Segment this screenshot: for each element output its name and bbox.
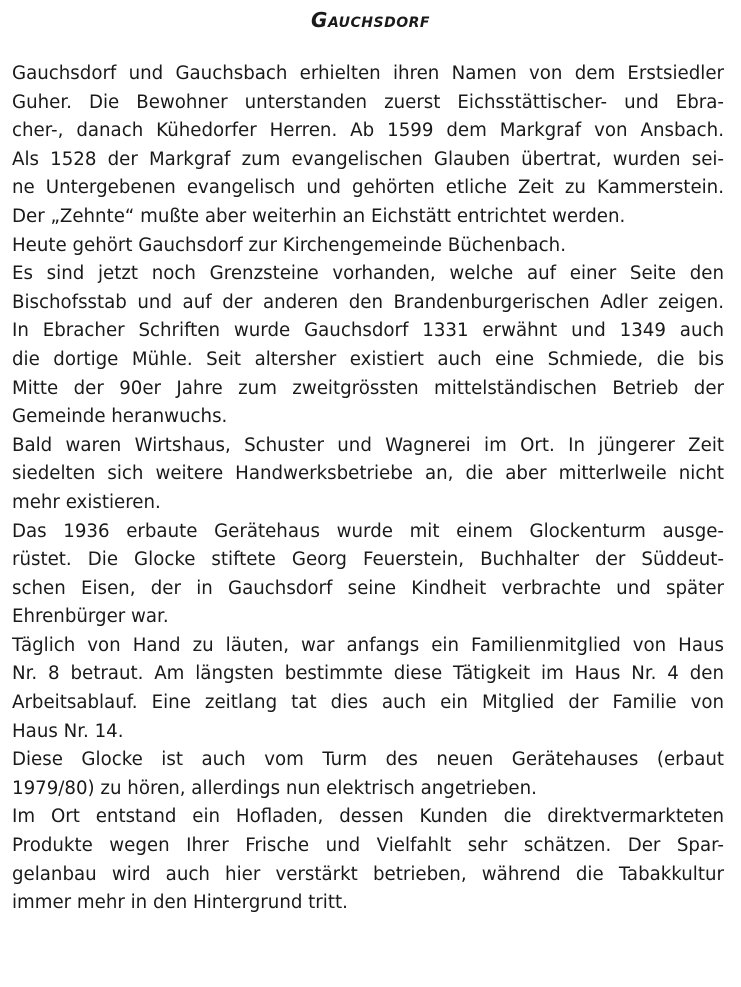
text-line: Guher. Die Bewohner unterstanden zuerst Eichsstättischer- und Ebra-	[12, 91, 724, 113]
text-line: 1979/80) zu hören, allerdings nun elektrisch angetrieben.	[12, 777, 537, 799]
text-line: Diese Glocke ist auch vom Turm des neuen Gerätehauses (erbaut	[12, 749, 724, 771]
text-line: Das 1936 erbaute Gerätehaus wurde mit einem Glockenturm ausge-	[12, 520, 724, 542]
text-line: Produkte wegen Ihrer Frische und Vielfahlt sehr schätzen. Der Spar-	[12, 835, 724, 857]
text-line: Arbeitsablauf. Eine zeitlang tat dies auch ein Mitglied der Familie von	[12, 692, 724, 714]
text-line: Haus Nr. 14.	[12, 720, 124, 742]
text-line: Gauchsdorf und Gauchsbach erhielten ihren Namen von dem Erstsiedler	[12, 63, 724, 84]
text-line: Im Ort entstand ein Hofladen, dessen Kunden die direktvermarkteten	[12, 806, 724, 828]
page-title: Gauchsdorf	[311, 8, 430, 32]
text-line: ne Untergebenen evangelisch und gehörten etliche Zeit zu Kammerstein.	[12, 177, 724, 199]
text-line: Es sind jetzt noch Grenzsteine vorhanden, welche auf einer Seite den	[12, 263, 724, 285]
text-line: Heute gehört Gauchsdorf zur Kirchengemeinde Büchenbach.	[12, 234, 566, 256]
text-line: Gemeinde heranwuchs.	[12, 406, 228, 428]
text-line: mehr existieren.	[12, 491, 161, 513]
text-line: Nr. 8 betraut. Am längsten bestimmte diese Tätigkeit im Haus Nr. 4 den	[12, 663, 724, 685]
text-line: Bald waren Wirtshaus, Schuster und Wagnerei im Ort. In jüngerer Zeit	[12, 434, 724, 456]
text-line: Mitte der 90er Jahre zum zweitgrössten mittelständischen Betrieb der	[12, 377, 724, 399]
text-line: die dortige Mühle. Seit altersher existiert auch eine Schmiede, die bis	[12, 348, 724, 370]
body-text	[12, 60, 724, 918]
text-line: Bischofsstab und auf der anderen den Brandenburgerischen Adler zeigen.	[12, 291, 724, 313]
text-line: schen Eisen, der in Gauchsdorf seine Kindheit verbrachte und später	[12, 577, 724, 599]
text-line: In Ebracher Schriften wurde Gauchsdorf 1331 erwähnt und 1349 auch	[12, 320, 724, 342]
text-line: Ehrenbürger war.	[12, 606, 169, 628]
text-line: immer mehr in den Hintergrund tritt.	[12, 892, 348, 914]
text-line: cher-, danach Kühedorfer Herren. Ab 1599 dem Markgraf von Ansbach.	[12, 120, 724, 142]
text-line: rüstet. Die Glocke stiftete Georg Feuerstein, Buchhalter der Süddeut-	[12, 549, 724, 571]
text-line: Als 1528 der Markgraf zum evangelischen Glauben übertrat, wurden sei-	[12, 148, 724, 170]
text-line: gelanbau wird auch hier verstärkt betrieben, während die Tabakkultur	[12, 863, 724, 885]
text-line: Der „Zehnte“ mußte aber weiterhin an Eichstätt entrichtet werden.	[12, 205, 626, 227]
text-line: Täglich von Hand zu läuten, war anfangs ein Familienmitglied von Haus	[12, 634, 724, 656]
text-line: siedelten sich weitere Handwerksbetriebe an, die aber mitterlweile nicht	[12, 463, 724, 485]
